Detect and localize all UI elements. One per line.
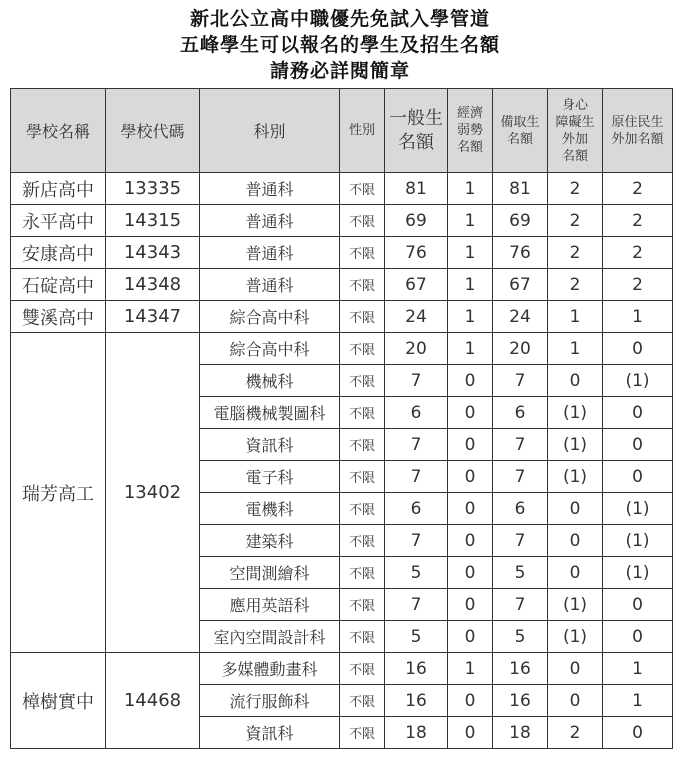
header-row bbox=[11, 89, 673, 173]
title-block bbox=[0, 0, 680, 88]
table-row bbox=[11, 237, 673, 269]
school-code-cell: 13335 bbox=[106, 173, 200, 205]
school-code-cell: 14315 bbox=[106, 205, 200, 237]
general-quota-cell: 5 bbox=[385, 557, 448, 589]
backup-quota-cell: 6 bbox=[493, 397, 548, 429]
department-cell: 普通科 bbox=[200, 205, 340, 237]
econ-quota-cell: 1 bbox=[448, 653, 493, 685]
department-cell: 綜合高中科 bbox=[200, 333, 340, 365]
gender-cell: 不限 bbox=[340, 429, 385, 461]
department-cell: 多媒體動畫科 bbox=[200, 653, 340, 685]
indigenous-quota-cell: (1) bbox=[603, 525, 673, 557]
gender-cell: 不限 bbox=[340, 557, 385, 589]
general-quota-cell: 16 bbox=[385, 653, 448, 685]
school-name-cell: 石碇高中 bbox=[11, 269, 106, 301]
school-name-cell: 安康高中 bbox=[11, 237, 106, 269]
gender-cell: 不限 bbox=[340, 397, 385, 429]
gender-cell: 不限 bbox=[340, 333, 385, 365]
general-quota-cell: 76 bbox=[385, 237, 448, 269]
header-econ-quota: 經濟 弱勢 名額 bbox=[448, 89, 493, 173]
disabled-quota-cell: 0 bbox=[548, 653, 603, 685]
department-cell: 室內空間設計科 bbox=[200, 621, 340, 653]
econ-quota-cell: 0 bbox=[448, 397, 493, 429]
disabled-quota-cell: 2 bbox=[548, 173, 603, 205]
gender-cell: 不限 bbox=[340, 525, 385, 557]
backup-quota-cell: 20 bbox=[493, 333, 548, 365]
header-department: 科別 bbox=[200, 89, 340, 173]
department-cell: 應用英語科 bbox=[200, 589, 340, 621]
general-quota-cell: 67 bbox=[385, 269, 448, 301]
econ-quota-cell: 1 bbox=[448, 269, 493, 301]
indigenous-quota-cell: 0 bbox=[603, 589, 673, 621]
school-code-cell: 14343 bbox=[106, 237, 200, 269]
backup-quota-cell: 7 bbox=[493, 525, 548, 557]
table-row bbox=[11, 269, 673, 301]
header-disabled-quota: 身心 障礙生 外加 名額 bbox=[548, 89, 603, 173]
indigenous-quota-cell: (1) bbox=[603, 365, 673, 397]
header-backup-quota: 備取生 名額 bbox=[493, 89, 548, 173]
school-code-cell: 14348 bbox=[106, 269, 200, 301]
indigenous-quota-cell: 2 bbox=[603, 205, 673, 237]
header-school-code: 學校代碼 bbox=[106, 89, 200, 173]
general-quota-cell: 69 bbox=[385, 205, 448, 237]
department-cell: 空間測繪科 bbox=[200, 557, 340, 589]
econ-quota-cell: 0 bbox=[448, 365, 493, 397]
gender-cell: 不限 bbox=[340, 461, 385, 493]
disabled-quota-cell: 2 bbox=[548, 237, 603, 269]
department-cell: 機械科 bbox=[200, 365, 340, 397]
header-school-name: 學校名稱 bbox=[11, 89, 106, 173]
general-quota-cell: 81 bbox=[385, 173, 448, 205]
school-name-cell: 瑞芳高工 bbox=[11, 333, 106, 653]
indigenous-quota-cell: 1 bbox=[603, 653, 673, 685]
econ-quota-cell: 0 bbox=[448, 461, 493, 493]
econ-quota-cell: 1 bbox=[448, 237, 493, 269]
gender-cell: 不限 bbox=[340, 365, 385, 397]
backup-quota-cell: 6 bbox=[493, 493, 548, 525]
indigenous-quota-cell: 0 bbox=[603, 429, 673, 461]
school-name-cell: 樟樹實中 bbox=[11, 653, 106, 749]
general-quota-cell: 7 bbox=[385, 461, 448, 493]
econ-quota-cell: 0 bbox=[448, 493, 493, 525]
general-quota-cell: 16 bbox=[385, 685, 448, 717]
general-quota-cell: 20 bbox=[385, 333, 448, 365]
title-line-2: 五峰學生可以報名的學生及招生名額 bbox=[179, 34, 500, 56]
econ-quota-cell: 0 bbox=[448, 717, 493, 749]
backup-quota-cell: 7 bbox=[493, 589, 548, 621]
general-quota-cell: 18 bbox=[385, 717, 448, 749]
gender-cell: 不限 bbox=[340, 237, 385, 269]
disabled-quota-cell: 0 bbox=[548, 493, 603, 525]
department-cell: 電機科 bbox=[200, 493, 340, 525]
general-quota-cell: 6 bbox=[385, 493, 448, 525]
indigenous-quota-cell: (1) bbox=[603, 557, 673, 589]
backup-quota-cell: 7 bbox=[493, 461, 548, 493]
gender-cell: 不限 bbox=[340, 301, 385, 333]
backup-quota-cell: 7 bbox=[493, 429, 548, 461]
gender-cell: 不限 bbox=[340, 493, 385, 525]
disabled-quota-cell: 2 bbox=[548, 269, 603, 301]
disabled-quota-cell: 0 bbox=[548, 557, 603, 589]
title-line-1: 新北公立高中職優先免試入學管道 bbox=[189, 8, 490, 30]
general-quota-cell: 5 bbox=[385, 621, 448, 653]
backup-quota-cell: 5 bbox=[493, 621, 548, 653]
backup-quota-cell: 67 bbox=[493, 269, 548, 301]
disabled-quota-cell: (1) bbox=[548, 589, 603, 621]
econ-quota-cell: 0 bbox=[448, 685, 493, 717]
backup-quota-cell: 81 bbox=[493, 173, 548, 205]
disabled-quota-cell: 0 bbox=[548, 685, 603, 717]
indigenous-quota-cell: 0 bbox=[603, 717, 673, 749]
econ-quota-cell: 1 bbox=[448, 301, 493, 333]
indigenous-quota-cell: 0 bbox=[603, 397, 673, 429]
indigenous-quota-cell: 2 bbox=[603, 173, 673, 205]
department-cell: 電子科 bbox=[200, 461, 340, 493]
department-cell: 建築科 bbox=[200, 525, 340, 557]
indigenous-quota-cell: (1) bbox=[603, 493, 673, 525]
gender-cell: 不限 bbox=[340, 205, 385, 237]
gender-cell: 不限 bbox=[340, 173, 385, 205]
gender-cell: 不限 bbox=[340, 589, 385, 621]
econ-quota-cell: 1 bbox=[448, 333, 493, 365]
header-gender: 性別 bbox=[340, 89, 385, 173]
econ-quota-cell: 1 bbox=[448, 173, 493, 205]
indigenous-quota-cell: 2 bbox=[603, 237, 673, 269]
title-line-3: 請務必詳閱簡章 bbox=[269, 60, 410, 82]
department-cell: 資訊科 bbox=[200, 717, 340, 749]
department-cell: 普通科 bbox=[200, 269, 340, 301]
backup-quota-cell: 24 bbox=[493, 301, 548, 333]
disabled-quota-cell: 1 bbox=[548, 333, 603, 365]
econ-quota-cell: 0 bbox=[448, 557, 493, 589]
gender-cell: 不限 bbox=[340, 685, 385, 717]
econ-quota-cell: 0 bbox=[448, 589, 493, 621]
disabled-quota-cell: 2 bbox=[548, 205, 603, 237]
econ-quota-cell: 0 bbox=[448, 525, 493, 557]
admission-quota-table bbox=[10, 88, 673, 749]
table-row bbox=[11, 173, 673, 205]
general-quota-cell: 7 bbox=[385, 589, 448, 621]
econ-quota-cell: 0 bbox=[448, 621, 493, 653]
indigenous-quota-cell: 0 bbox=[603, 333, 673, 365]
backup-quota-cell: 16 bbox=[493, 685, 548, 717]
department-cell: 資訊科 bbox=[200, 429, 340, 461]
school-code-cell: 14347 bbox=[106, 301, 200, 333]
school-name-cell: 新店高中 bbox=[11, 173, 106, 205]
header-general-quota: 一般生 名額 bbox=[385, 89, 448, 173]
header-indigenous-quota: 原住民生 外加名額 bbox=[603, 89, 673, 173]
gender-cell: 不限 bbox=[340, 621, 385, 653]
school-code-cell: 14468 bbox=[106, 653, 200, 749]
disabled-quota-cell: (1) bbox=[548, 621, 603, 653]
general-quota-cell: 6 bbox=[385, 397, 448, 429]
department-cell: 流行服飾科 bbox=[200, 685, 340, 717]
indigenous-quota-cell: 2 bbox=[603, 269, 673, 301]
gender-cell: 不限 bbox=[340, 717, 385, 749]
econ-quota-cell: 0 bbox=[448, 429, 493, 461]
disabled-quota-cell: 0 bbox=[548, 365, 603, 397]
department-cell: 普通科 bbox=[200, 237, 340, 269]
department-cell: 電腦機械製圖科 bbox=[200, 397, 340, 429]
backup-quota-cell: 18 bbox=[493, 717, 548, 749]
indigenous-quota-cell: 0 bbox=[603, 461, 673, 493]
department-cell: 綜合高中科 bbox=[200, 301, 340, 333]
gender-cell: 不限 bbox=[340, 269, 385, 301]
department-cell: 普通科 bbox=[200, 173, 340, 205]
indigenous-quota-cell: 0 bbox=[603, 621, 673, 653]
table-body bbox=[11, 173, 673, 749]
disabled-quota-cell: 0 bbox=[548, 525, 603, 557]
school-name-cell: 雙溪高中 bbox=[11, 301, 106, 333]
gender-cell: 不限 bbox=[340, 653, 385, 685]
general-quota-cell: 7 bbox=[385, 365, 448, 397]
table-row bbox=[11, 653, 673, 685]
school-code-cell: 13402 bbox=[106, 333, 200, 653]
indigenous-quota-cell: 1 bbox=[603, 685, 673, 717]
disabled-quota-cell: 1 bbox=[548, 301, 603, 333]
table-row bbox=[11, 205, 673, 237]
disabled-quota-cell: (1) bbox=[548, 429, 603, 461]
disabled-quota-cell: (1) bbox=[548, 397, 603, 429]
general-quota-cell: 7 bbox=[385, 429, 448, 461]
school-name-cell: 永平高中 bbox=[11, 205, 106, 237]
disabled-quota-cell: (1) bbox=[548, 461, 603, 493]
disabled-quota-cell: 2 bbox=[548, 717, 603, 749]
table-row bbox=[11, 333, 673, 365]
backup-quota-cell: 76 bbox=[493, 237, 548, 269]
backup-quota-cell: 69 bbox=[493, 205, 548, 237]
table-row bbox=[11, 301, 673, 333]
general-quota-cell: 24 bbox=[385, 301, 448, 333]
backup-quota-cell: 16 bbox=[493, 653, 548, 685]
backup-quota-cell: 7 bbox=[493, 365, 548, 397]
backup-quota-cell: 5 bbox=[493, 557, 548, 589]
general-quota-cell: 7 bbox=[385, 525, 448, 557]
indigenous-quota-cell: 1 bbox=[603, 301, 673, 333]
econ-quota-cell: 1 bbox=[448, 205, 493, 237]
